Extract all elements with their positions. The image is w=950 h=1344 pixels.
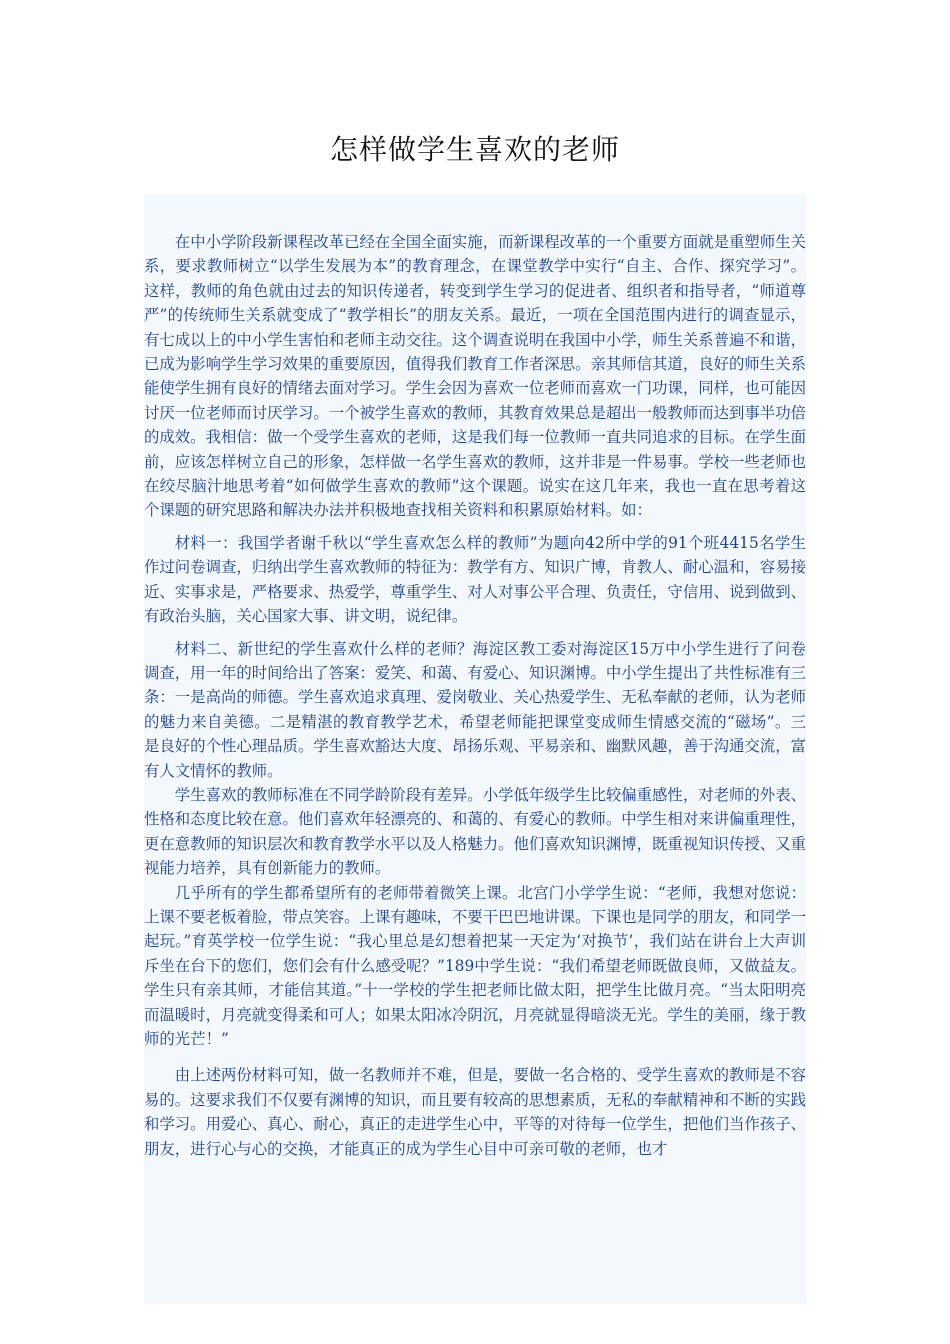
article-body xyxy=(144,194,806,1304)
intro-paragraph: 在中小学阶段新课程改革已经在全国全面实施，而新课程改革的一个重要方面就是重塑师生关系，要求教师树立“以学生发展为本”的教育理念，在课堂教学中实行“自主、合作、探究学习”。这样，教师的角色就由过去的知识传递者，转变到学生学习的促进者、组织者和指导者，“师道尊严”的传统师生关系就变成了“教学相长”的朋友关系。最近，一项在全国范围内进行的调查显示，有七成以上的中小学生害怕和老师主动交往。这个调查说明在我国中小学，师生关系普遍不和谐，已成为影响学生学习效果的重要原因，值得我们教育工作者深思。亲其师信其道，良好的师生关系能使学生拥有良好的情绪去面对学习。学生会因为喜欢一位老师而喜欢一门功课，同样，也可能因讨厌一位老师而讨厌学习。一个被学生喜欢的教师，其教育效果总是超出一般教师而达到事半功倍的成效。我相信：做一个受学生喜欢的老师，这是我们每一位教师一直共同追求的目标。在学生面前，应该怎样树立自己的形象，怎样做一名学生喜欢的教师，这并非是一件易事。学校一些老师也在绞尽脑汁地思考着“如何做学生喜欢的教师”这个课题。说实在这几年来，我也一直在思考着这个课题的研究思路和解决办法并积极地查找相关资料和积累原始材料。如： xyxy=(144,233,806,520)
conclusion-paragraph: 由上述两份材料可知，做一名教师并不难，但是，要做一名合格的、受学生喜欢的教师是不容易的。这要求我们不仅要有渊博的知识，而且要有较高的思想素质，无私的奉献精神和不断的实践和学习。用爱心、真心、耐心，真正的走进学生心中，平等的对待每一位学生，把他们当作孩子、朋友，进行心与心的交换，才能真正的成为学生心目中可亲可敬的老师，也才 xyxy=(144,1066,806,1158)
material-two-paragraph: 材料二、新世纪的学生喜欢什么样的老师？海淀区教工委对海淀区15万中小学生进行了问卷调查，用一年的时间给出了答案：爱笑、和蔼、有爱心、知识渊博。中小学生提出了共性标准有三条：一是高尚的师德。学生喜欢追求真理、爱岗敬业、关心热爱学生、无私奉献的老师，认为老师的魅力来自美德。二是精湛的教育教学艺术，希望老师能把课堂变成师生情感交流的“磁场”。三是良好的个性心理品质。学生喜欢豁达大度、昂扬乐观、平易亲和、幽默风趣，善于沟通交流，富有人文情怀的教师。 xyxy=(144,639,806,780)
page-title: 怎样做学生喜欢的老师 xyxy=(329,133,620,166)
age-difference-paragraph: 学生喜欢的教师标准在不同学龄阶段有差异。小学低年级学生比较偏重感性，对老师的外表、性格和态度比较在意。他们喜欢年轻漂亮的、和蔼的、有爱心的教师。中学生相对来讲偏重理性，更在意教师的知识层次和教育教学水平以及人格魅力。他们喜欢知识渊博，既重视知识传授、又重视能力培养，具有创新能力的教师。 xyxy=(144,785,806,878)
material-one-paragraph: 材料一：我国学者谢千秋以“学生喜欢怎么样的教师”为题向42所中学的91个班4415名学生作过问卷调查，归纳出学生喜欢教师的特征为：教学有方、知识广博，肯教人、耐心温和，容易接近、实事求是，严格要求、热爱学，尊重学生、对人对事公平合理、负责任，守信用、说到做到、有政治头脑，关心国家大事、讲文明，说纪律。 xyxy=(144,533,806,626)
student-quotes-paragraph: 几乎所有的学生都希望所有的老师带着微笑上课。北宫门小学学生说：“老师，我想对您说：上课不要老板着脸，带点笑容。上课有趣味，不要干巴巴地讲课。下课也是同学的朋友，和同学一起玩。”育英学校一位学生说：“我心里总是幻想着把某一天定为‘对换节’，我们站在讲台上大声训斥坐在台下的您们，您们会有什么感受呢？”189中学生说：“我们希望老师既做良师，又做益友。学生只有亲其师，才能信其道。”十一学校的学生把老师比做太阳，把学生比做月亮。“当太阳明亮而温暖时，月亮就变得柔和可人；如果太阳冰冷阴沉，月亮就显得暗淡无光。学生的美丽，缘于教师的光芒！” xyxy=(144,883,806,1048)
